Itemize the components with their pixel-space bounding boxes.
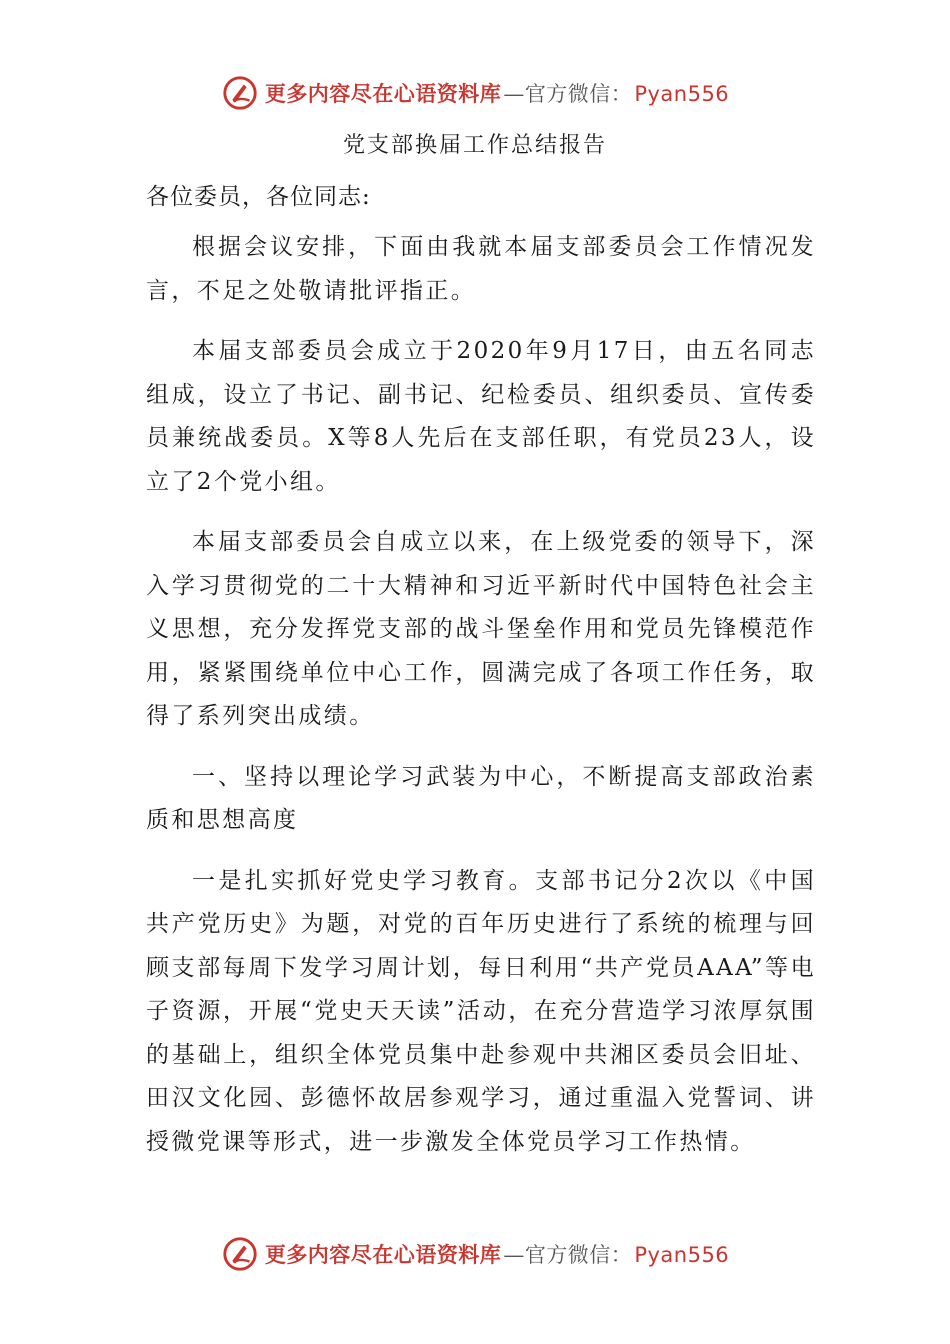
document-body: [146, 178, 816, 1181]
brand-logo-icon: [221, 1235, 259, 1273]
banner-main-text: 更多内容尽在心语资料库: [264, 1242, 502, 1267]
paragraph-committee-composition: 本届支部委员会成立于2020年9月17日，由五名同志组成，设立了书记、副书记、纪检委员、组织委员、宣传委员兼统战委员。X等8人先后在支部任职，有党员23人，设立了2个党小组。: [146, 338, 816, 495]
banner-text: [265, 78, 729, 108]
banner-sub-text: —官方微信：: [503, 82, 633, 106]
footer-banner: [0, 1234, 950, 1274]
paragraph-meeting-intro: 根据会议安排，下面由我就本届支部委员会工作情况发言，不足之处敬请批评指正。: [146, 234, 816, 304]
banner-main-text: 更多内容尽在心语资料库: [264, 81, 502, 106]
banner-sub-text: —官方微信：: [503, 1243, 633, 1267]
section-heading-theory-study: 一、坚持以理论学习武装为中心，不断提高支部政治素质和思想高度: [146, 763, 816, 833]
banner-text: [265, 1239, 729, 1269]
paragraph-party-history-education: 一是扎实抓好党史学习教育。支部书记分2次以《中国共产党历史》为题，对党的百年历史进行了系统的梳理与回顾支部每周下发学习周计划，每日利用“共产党员AAA”等电子资源，开展“党史天天读”活动，在充分营造学习浓厚氛围的基础上，组织全体党员集中赴参观中共湘区委员会旧址、田汉文化园、彭德怀故居参观学习，通过重温入党誓词、讲授微党课等形式，进一步激发全体党员学习工作热情。: [146, 867, 816, 1155]
paragraph-achievements-overview: 本届支部委员会自成立以来，在上级党委的领导下，深入学习贯彻党的二十大精神和习近平新时代中国特色社会主义思想，充分发挥党支部的战斗堡垒作用和党员先锋模范作用，紧紧围绕单位中心工作，圆满完成了各项工作任务，取得了系列突出成绩。: [146, 529, 816, 729]
banner-wechat-id: Pyan556: [634, 1243, 730, 1267]
banner-wechat-id: Pyan556: [634, 82, 730, 106]
header-banner: [0, 73, 950, 113]
brand-logo-icon: [221, 74, 259, 112]
document-title: 党支部换届工作总结报告: [342, 133, 607, 158]
salutation: 各位委员，各位同志:: [146, 184, 371, 210]
